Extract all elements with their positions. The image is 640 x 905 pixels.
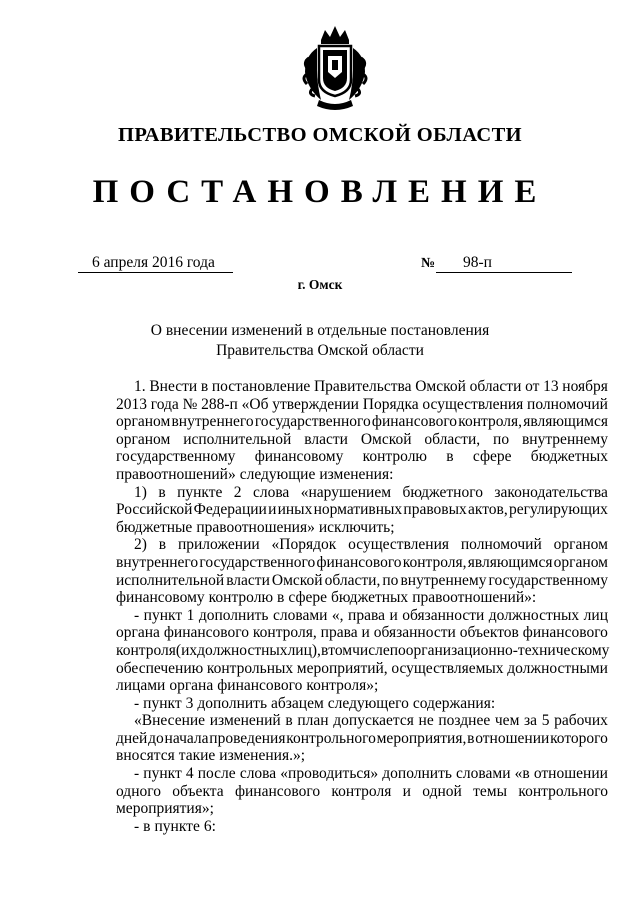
document-type: ПОСТАНОВЛЕНИЕ [92,174,548,210]
city: г. Омск [297,277,343,292]
document-body [116,378,608,835]
coat-of-arms-icon [295,22,375,112]
body-line: - пункт 1 дополнить словами «, права и обязанности должностных лиц [134,606,608,624]
body-line: «Внесение изменений в план допускается не позднее чем за 5 рабочих [134,712,608,730]
body-line: одного объекта финансового контроля и одной темы контрольного [116,782,608,800]
body-line: вносятся такие изменения.»; [116,747,306,765]
subject-line: Правительства Омской области [216,342,424,359]
body-line: 1. Внести в постановление Правительства Омской области от 13 ноября [134,378,608,395]
body-line: - пункт 3 дополнить абзацем следующего содержания: [134,694,496,712]
number-label: № [421,256,436,271]
body-line: внутреннего государственного финансового контроля, являющимся органом [116,553,608,571]
body-line: государственному финансовому контролю в сфере бюджетных [116,448,608,466]
body-line: органом исполнительной власти Омской области, по внутреннему [116,430,608,448]
body-line: правоотношений» следующие изменения: [116,465,394,483]
body-line: исполнительной власти Омской области, по внутреннему государственному [116,571,608,589]
body-line: обеспечению контрольных мероприятий, осуществляемых должностными [116,659,608,677]
body-line: дней до начала проведения контрольного мероприятия, в отношении которого [116,729,608,747]
document-number: 98-п [436,254,572,273]
body-line: лицами органа финансового контроля»; [116,677,379,695]
body-line: органа финансового контроля, права и обязанности объектов финансового [116,624,608,642]
document-date: 6 апреля 2016 года [78,254,233,273]
body-line: мероприятия»; [116,800,214,818]
body-line: 2013 года № 288-п «Об утверждении Порядка осуществления полномочий [116,395,608,413]
body-line: 2) в приложении «Порядок осуществления полномочий органом [134,536,608,554]
body-line: контроля (их должностных лиц), в том числе по организационно-техническому [116,641,610,659]
body-line: Российской Федерации и иных нормативных правовых актов, регулирующих [116,501,608,519]
subject-line: О внесении изменений в отдельные постановления [150,322,490,339]
body-line: финансовому контролю в сфере бюджетных правоотношений»: [116,589,537,607]
body-line: - пункт 4 после слова «проводиться» дополнить словами «в отношении [134,765,608,783]
document-subject [0,321,640,361]
body-line: бюджетные правоотношения» исключить; [116,518,395,536]
body-line: органом внутреннего государственного финансового контроля, являющимся [116,413,608,431]
body-line: 1) в пункте 2 слова «нарушением бюджетного законодательства [134,483,608,501]
body-line: - в пункте 6: [134,817,216,835]
authority-title: ПРАВИТЕЛЬСТВО ОМСКОЙ ОБЛАСТИ [117,124,523,146]
